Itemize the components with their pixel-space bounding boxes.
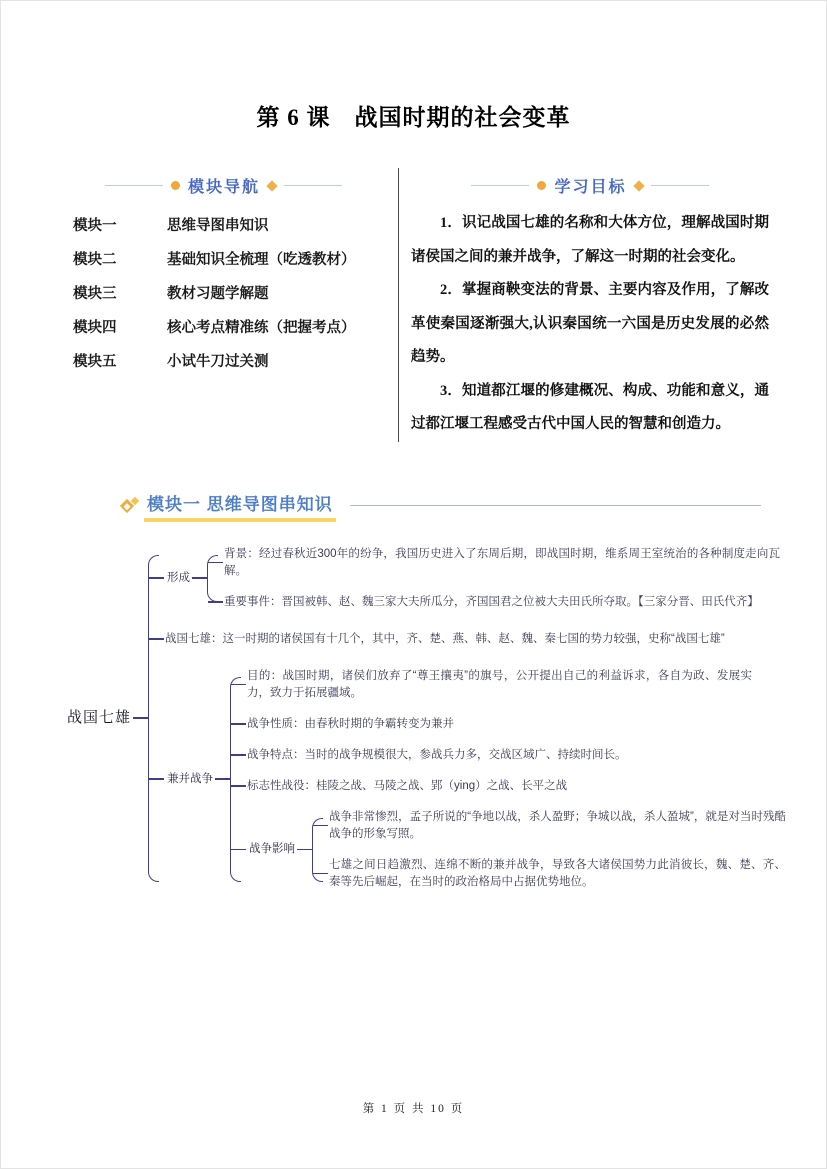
section-heading-text: 模块一 思维导图串知识: [144, 490, 336, 522]
decorative-line-right: [284, 185, 342, 186]
leaf-impact-2: 七雄之间日趋激烈、连绵不断的兼并战争，导致各大诸侯国势力此消彼长，魏、楚、齐、秦等先后崛起，在当时的政治格局中占据优势地位。: [329, 857, 786, 891]
objectives-column: [399, 168, 769, 442]
module-nav-title: 模块导航: [187, 179, 260, 196]
leaf-war-nature: 战争性质：由春秋时期的争霸转变为兼并: [247, 716, 786, 733]
bullet-dot-icon: [537, 181, 546, 190]
nav-item-label: 模块四: [73, 320, 117, 336]
objective-paragraph-1: 1．识记战国七雄的名称和大体方位，理解战国时期诸侯国之间的兼并战争，了解这一时期的社会变化。: [411, 215, 769, 265]
leaf-key-events: 重要事件：晋国被韩、赵、魏三家大夫所瓜分，齐国国君之位被大夫田氏所夺取。【三家分晋、田氏代齐】: [224, 594, 780, 611]
war-impact-label: 战争影响: [249, 843, 296, 856]
nav-item-label: 模块三: [73, 286, 117, 302]
connector-line: [297, 849, 312, 851]
leaf-background: 背景：经过春秋近300年的纷争，我国历史进入了东周后期，即战国时期，维系周王室统治的各种制度走向瓦解。: [224, 546, 780, 580]
decorative-line-left: [471, 185, 529, 186]
diamond-icon: [266, 180, 277, 191]
decorative-line-left: [105, 185, 163, 186]
nav-item-text: 小试牛刀过关测: [167, 354, 269, 370]
objectives-header: [411, 174, 769, 197]
connector-line: [192, 577, 207, 579]
leaf-landmark-battles: 标志性战役：桂陵之战、马陵之战、郢（ying）之战、长平之战: [247, 778, 786, 795]
leaf-impact-1: 战争非常惨烈，孟子所说的“争地以战，杀人盈野；争城以战，杀人盈城”，就是对当时残酷战争的形象写照。: [329, 809, 786, 843]
module-nav-header: [61, 174, 386, 197]
nav-item-text: 基础知识全梳理（吃透教材）: [167, 252, 356, 268]
war-impact-children: [312, 809, 786, 891]
mindmap-root-node: [65, 546, 786, 891]
mindmap-root-label: 战国七雄: [67, 709, 132, 726]
nav-item-module-4: [73, 319, 386, 338]
mindmap-node-war-impact: [247, 809, 786, 891]
formation-children: [207, 546, 780, 611]
objectives-title: 学习目标: [554, 179, 627, 196]
mindmap-node-annexation-wars: [165, 668, 786, 891]
objective-paragraph-2: 2．掌握商鞅变法的背景、主要内容及作用，了解改革使秦国逐渐强大,认识秦国统一六国是历史发展的必然趋势。: [411, 282, 769, 365]
section-heading-module-1: [121, 490, 761, 522]
nav-item-module-1: [73, 217, 386, 236]
page-title: 第 6 课 战国时期的社会变革: [256, 105, 571, 130]
nav-item-label: 模块五: [73, 354, 117, 370]
formation-label: 形成: [167, 571, 191, 584]
nav-item-module-5: [73, 353, 386, 372]
nav-item-label: 模块二: [73, 252, 117, 268]
two-column-block: [61, 168, 769, 442]
nav-item-label: 模块一: [73, 218, 117, 234]
connector-line: [215, 778, 230, 780]
double-diamond-icon: [121, 497, 139, 514]
nav-item-text: 思维导图串知识: [167, 218, 269, 234]
mindmap: [65, 546, 786, 891]
module-nav-list: [61, 217, 386, 372]
section-heading-rule: [350, 505, 761, 506]
nav-item-module-3: [73, 285, 386, 304]
diamond-icon: [633, 180, 644, 191]
nav-item-text: 核心考点精准练（把握考点）: [167, 320, 356, 336]
leaf-seven-powers: 战国七雄：这一时期的诸侯国有十几个，其中，齐、楚、燕、韩、赵、魏、秦七国的势力较强，史称“战国七雄”: [165, 631, 765, 648]
objectives-body: [411, 207, 769, 442]
leaf-purpose: 目的：战国时期，诸侯们放弃了“尊王攘夷”的旗号，公开提出自己的利益诉求，各自为政、发展实力，致力于拓展疆域。: [247, 668, 752, 702]
annexation-wars-children: [230, 668, 786, 891]
mindmap-node-formation: [165, 546, 786, 611]
page-number-footer: 第 1 页 共 10 页: [362, 1103, 465, 1115]
connector-line: [133, 717, 148, 719]
mindmap-level1-group: [148, 546, 786, 891]
objective-paragraph-3: 3．知道都江堰的修建概况、构成、功能和意义，通过都江堰工程感受古代中国人民的智慧和创造力。: [411, 382, 769, 432]
leaf-war-features: 战争特点：当时的战争规模很大，参战兵力多，交战区域广、持续时间长。: [247, 747, 786, 764]
nav-item-text: 教材习题学解题: [167, 286, 269, 302]
bullet-dot-icon: [171, 181, 180, 190]
module-nav-column: [61, 168, 399, 442]
decorative-line-right: [651, 185, 709, 186]
nav-item-module-2: [73, 251, 386, 270]
annexation-wars-label: 兼并战争: [167, 772, 214, 785]
